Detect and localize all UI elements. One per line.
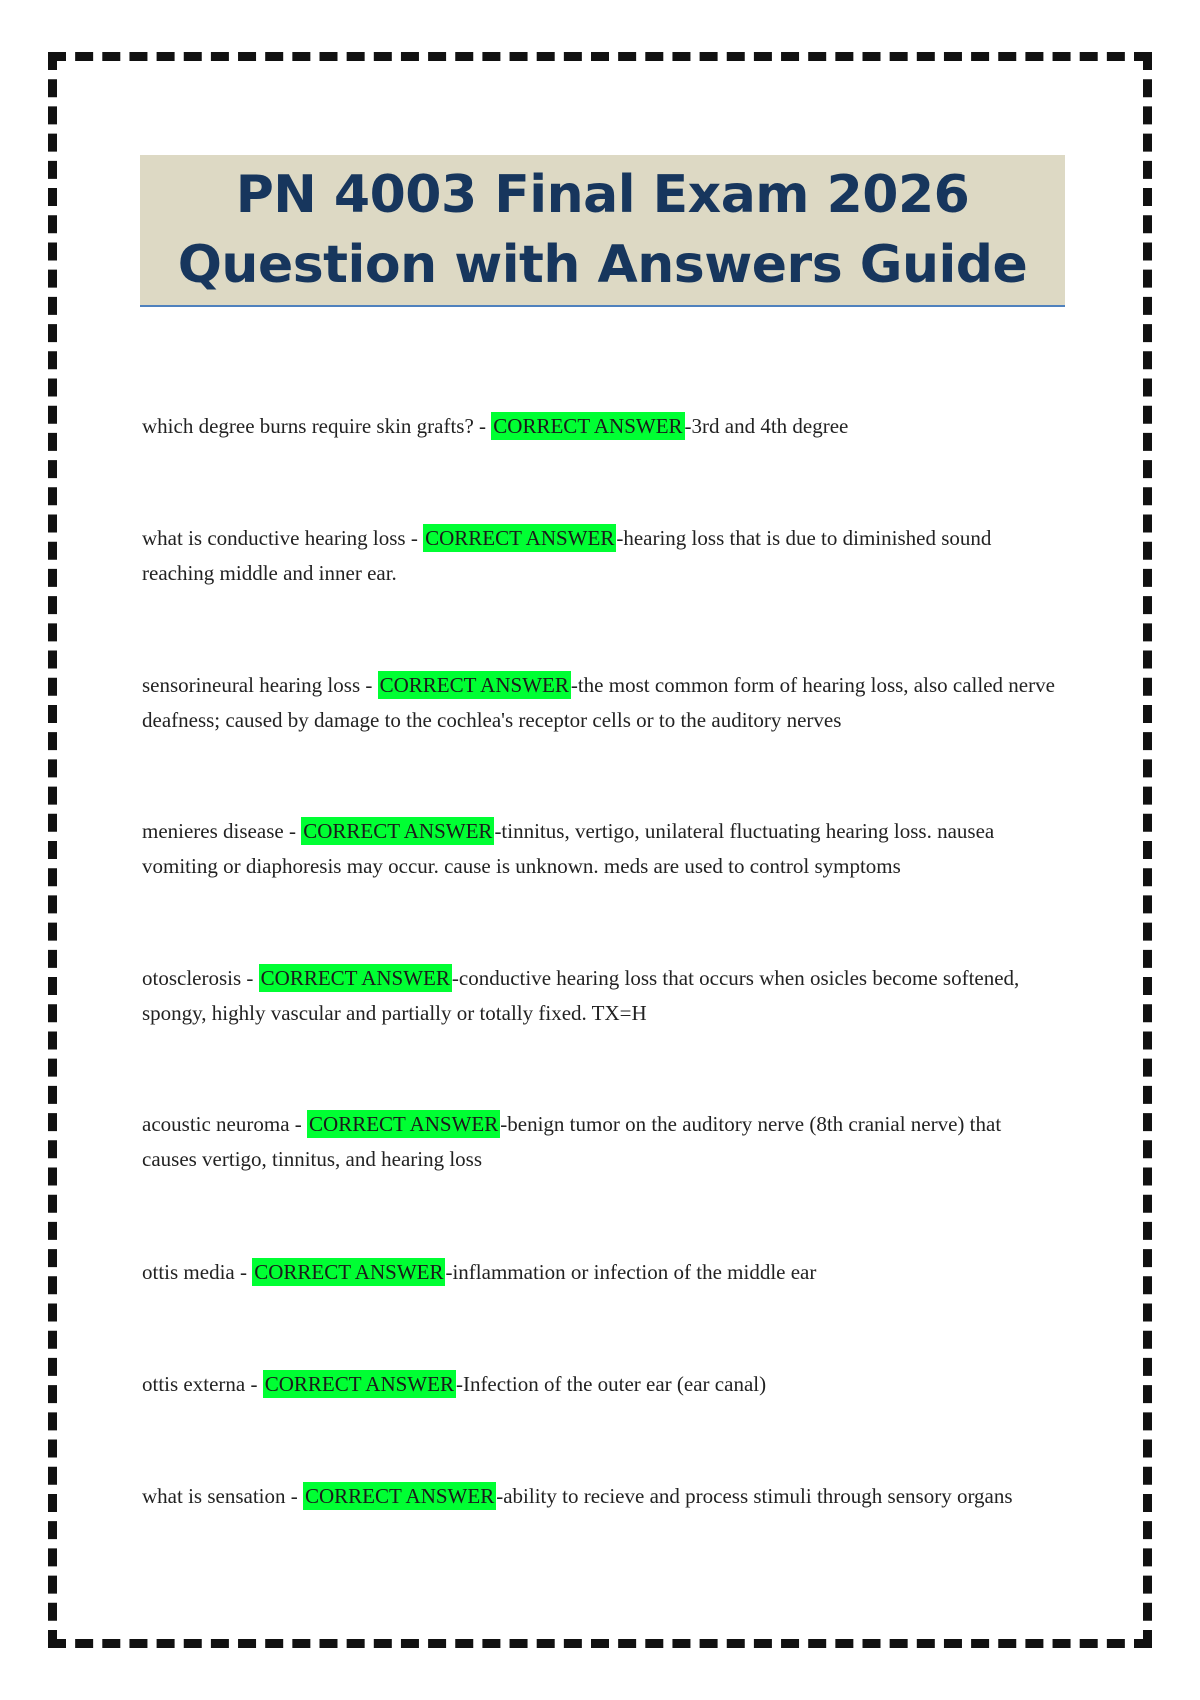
question-text: what is conductive hearing loss: [142, 526, 406, 550]
answer-text: -conductive hearing loss that occurs when osicles become softened, spongy, highly vascular and partially or totally fixed. TX=H: [142, 966, 1020, 1025]
answer-text: -the most common form of hearing loss, also called nerve deafness; caused by damage to the cochlea's receptor cells or to the auditory nerves: [142, 673, 1055, 732]
question-text: ottis externa: [142, 1372, 246, 1396]
separator: -: [289, 1112, 308, 1136]
question-text: otosclerosis: [142, 966, 242, 990]
separator: -: [360, 673, 378, 697]
question-text: ottis media: [142, 1260, 235, 1284]
qa-item: [142, 668, 1057, 738]
answer-text: -Infection of the outer ear (ear canal): [455, 1372, 767, 1396]
qa-item: [142, 1107, 1057, 1177]
correct-answer-tag: CORRECT ANSWER: [303, 819, 493, 843]
separator: -: [285, 1484, 303, 1508]
qa-item: [142, 1255, 1057, 1290]
answer-text: -inflammation or infection of the middle ear: [445, 1260, 817, 1284]
separator: -: [234, 1260, 253, 1284]
answer-text: -tinnitus, vertigo, unilateral fluctuating hearing loss. nausea vomiting or diaphoresis may occur. cause is unknown. meds are used to control symptoms: [142, 819, 995, 878]
question-text: what is sensation: [142, 1484, 286, 1508]
separator: -: [283, 819, 302, 843]
qa-item: [142, 1367, 1057, 1402]
separator: -: [245, 1372, 263, 1396]
question-text: menieres disease: [142, 819, 284, 843]
answer-text: -3rd and 4th degree: [684, 414, 849, 438]
answer-text: -hearing loss that is due to diminished sound reaching middle and inner ear.: [142, 526, 992, 585]
correct-answer-tag: CORRECT ANSWER: [264, 1372, 454, 1396]
correct-answer-tag: CORRECT ANSWER: [425, 526, 615, 550]
question-text: which degree burns require skin grafts?: [142, 414, 474, 438]
qa-item: [142, 521, 1057, 591]
qa-item: [142, 409, 1057, 444]
correct-answer-tag: CORRECT ANSWER: [379, 673, 569, 697]
qa-item: [142, 814, 1057, 884]
document-title: PN 4003 Final Exam 2026 Question with Answers Guide: [177, 165, 1028, 295]
question-text: acoustic neuroma: [142, 1112, 290, 1136]
title-banner: [140, 155, 1065, 307]
separator: -: [473, 414, 492, 438]
qa-item: [142, 961, 1057, 1031]
separator: -: [241, 966, 259, 990]
separator: -: [405, 526, 424, 550]
answer-text: -benign tumor on the auditory nerve (8th cranial nerve) that causes vertigo, tinnitus, and hearing loss: [142, 1112, 1002, 1171]
correct-answer-tag: CORRECT ANSWER: [260, 966, 450, 990]
qa-item: [142, 1479, 1057, 1514]
correct-answer-tag: CORRECT ANSWER: [304, 1484, 495, 1508]
answer-text: -ability to recieve and process stimuli through sensory organs: [496, 1484, 1013, 1508]
correct-answer-tag: CORRECT ANSWER: [309, 1112, 499, 1136]
correct-answer-tag: CORRECT ANSWER: [493, 414, 683, 438]
correct-answer-tag: CORRECT ANSWER: [254, 1260, 444, 1284]
question-text: sensorineural hearing loss: [142, 673, 361, 697]
